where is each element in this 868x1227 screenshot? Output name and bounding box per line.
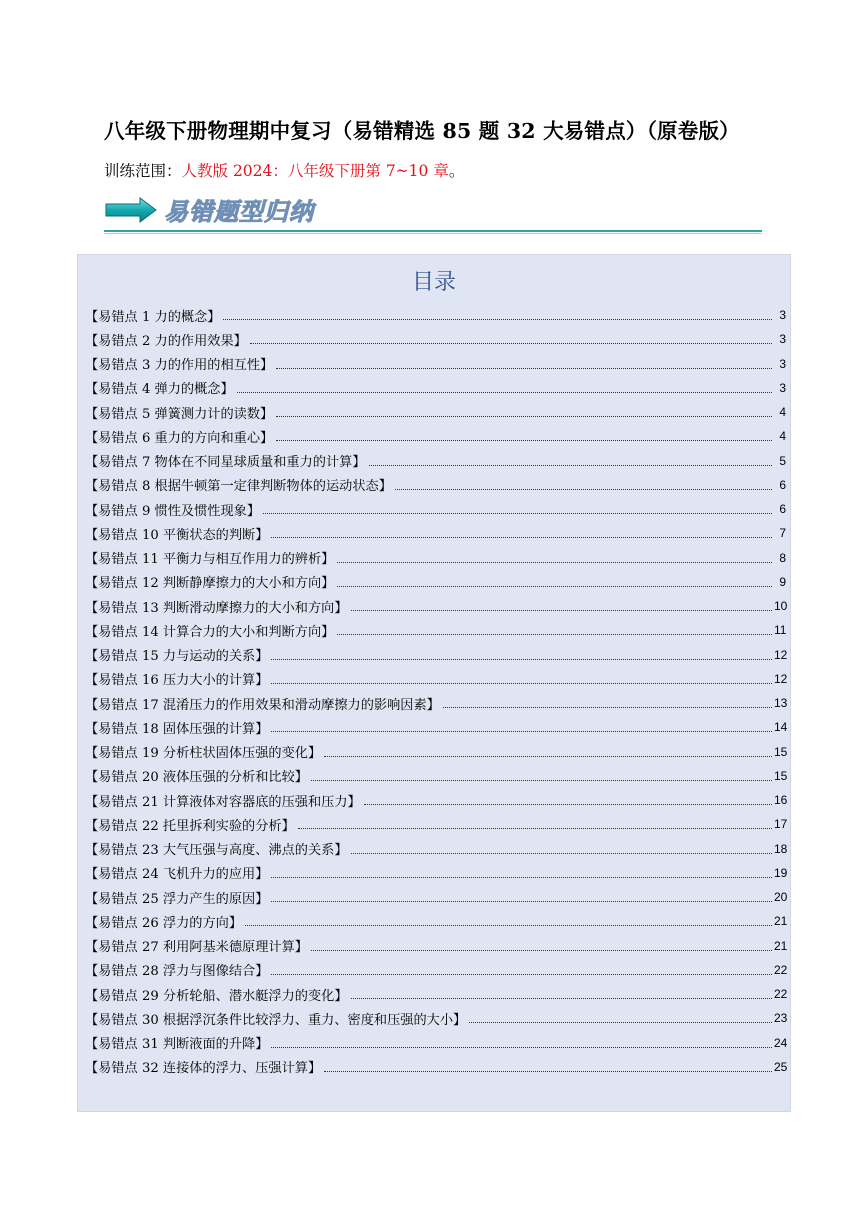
toc-leader-dots	[337, 585, 772, 587]
toc-entry-label: 【易错点 10 平衡状态的判断】	[85, 527, 269, 543]
toc-entry-label: 【易错点 14 计算合力的大小和判断方向】	[85, 624, 335, 640]
toc-title: 目录	[411, 270, 456, 295]
toc-entry-page: 14	[774, 720, 788, 735]
toc-leader-dots	[311, 949, 772, 951]
toc-leader-dots	[351, 609, 772, 611]
toc-entry-page: 6	[779, 477, 786, 492]
toc-entry[interactable]	[85, 934, 792, 958]
toc-leader-dots	[276, 367, 772, 369]
toc-entry-label: 【易错点 24 飞机升力的应用】	[85, 867, 269, 883]
toc-leader-dots	[250, 342, 772, 344]
toc-entry-page: 23	[774, 1011, 788, 1026]
toc-entry-label: 【易错点 9 惯性及惯性现象】	[85, 503, 261, 519]
toc-entry-page: 17	[774, 817, 788, 832]
banner-arrow-icon	[106, 198, 156, 222]
toc-entry-page: 15	[774, 744, 788, 759]
toc-entry[interactable]	[85, 909, 792, 933]
toc-entry-page: 19	[774, 865, 788, 880]
toc-entry[interactable]	[85, 691, 792, 715]
toc-entry-page: 4	[779, 405, 786, 420]
toc-entry[interactable]	[85, 570, 792, 594]
toc-entry[interactable]	[85, 715, 792, 739]
toc-entry-page: 15	[774, 768, 788, 783]
toc-leader-dots	[237, 391, 772, 393]
toc-entry[interactable]	[85, 1006, 792, 1030]
toc-entry-label: 【易错点 12 判断静摩擦力的大小和方向】	[85, 576, 335, 592]
toc-entry[interactable]	[85, 667, 792, 691]
toc-entry-label: 【易错点 8 根据牛顿第一定律判断物体的运动状态】	[85, 479, 392, 495]
toc-entry-label: 【易错点 32 连接体的浮力、压强计算】	[85, 1061, 322, 1077]
toc-entry-label: 【易错点 3 力的作用的相互性】	[85, 358, 274, 374]
section-banner	[104, 192, 764, 234]
toc-entry-page: 11	[774, 623, 787, 638]
toc-leader-dots	[271, 730, 772, 732]
toc-entry[interactable]	[85, 376, 792, 400]
toc-entry[interactable]	[85, 327, 792, 351]
toc-entry-page: 7	[779, 526, 786, 541]
toc-entry[interactable]	[85, 546, 792, 570]
toc-entry-page: 6	[779, 502, 786, 517]
toc-leader-dots	[395, 488, 772, 490]
toc-leader-dots	[351, 852, 772, 854]
toc-entry-page: 9	[779, 574, 786, 589]
toc-entry-label: 【易错点 17 混淆压力的作用效果和滑动摩擦力的影响因素】	[85, 697, 440, 713]
toc-entry-page: 3	[779, 380, 786, 395]
toc-entry[interactable]	[85, 788, 792, 812]
toc-entry-page: 12	[774, 647, 788, 662]
toc-entry-label: 【易错点 2 力的作用效果】	[85, 333, 247, 349]
toc-leader-dots	[324, 1070, 772, 1072]
toc-leader-dots	[443, 706, 772, 708]
toc-entry[interactable]	[85, 521, 792, 545]
toc-leader-dots	[245, 924, 772, 926]
toc-entry-page: 18	[774, 841, 788, 856]
toc-entry[interactable]	[85, 473, 792, 497]
toc-entry-page: 25	[774, 1059, 788, 1074]
toc-entry-label: 【易错点 7 物体在不同星球质量和重力的计算】	[85, 455, 366, 471]
toc-entry-label: 【易错点 18 固体压强的计算】	[85, 721, 269, 737]
toc-leader-dots	[351, 997, 772, 999]
toc-entry-label: 【易错点 25 浮力产生的原因】	[85, 891, 269, 907]
toc-entry-page: 21	[774, 938, 788, 953]
toc-entry[interactable]	[85, 764, 792, 788]
toc-entry-label: 【易错点 13 判断滑动摩擦力的大小和方向】	[85, 600, 348, 616]
toc-leader-dots	[469, 1021, 772, 1023]
toc-entry-page: 22	[774, 987, 788, 1002]
toc-entry[interactable]	[85, 812, 792, 836]
toc-leader-dots	[271, 973, 772, 975]
toc-leader-dots	[263, 512, 772, 514]
toc-entry-label: 【易错点 16 压力大小的计算】	[85, 673, 269, 689]
toc-entry-label: 【易错点 21 计算液体对容器底的压强和压力】	[85, 794, 361, 810]
toc-entry-page: 20	[774, 890, 788, 905]
toc-entry-label: 【易错点 22 托里拆利实验的分析】	[85, 818, 295, 834]
toc-entry[interactable]	[85, 837, 792, 861]
toc-entry[interactable]	[85, 982, 792, 1006]
toc-leader-dots	[223, 318, 772, 320]
toc-entry[interactable]	[85, 618, 792, 642]
toc-entry-label: 【易错点 19 分析柱状固体压强的变化】	[85, 746, 322, 762]
toc-list	[85, 303, 792, 1079]
toc-entry[interactable]	[85, 885, 792, 909]
toc-entry[interactable]	[85, 1055, 792, 1079]
toc-leader-dots	[276, 415, 772, 417]
toc-entry[interactable]	[85, 449, 792, 473]
toc-entry-page: 22	[774, 962, 788, 977]
toc-entry[interactable]	[85, 643, 792, 667]
toc-entry[interactable]	[85, 861, 792, 885]
toc-leader-dots	[337, 633, 772, 635]
toc-leader-dots	[271, 682, 772, 684]
toc-entry[interactable]	[85, 1031, 792, 1055]
toc-entry[interactable]	[85, 424, 792, 448]
toc-entry[interactable]	[85, 400, 792, 424]
scope-suffix: 。	[448, 162, 465, 180]
toc-entry[interactable]	[85, 594, 792, 618]
toc-entry-label: 【易错点 11 平衡力与相互作用力的辨析】	[85, 552, 335, 568]
toc-entry-label: 【易错点 15 力与运动的关系】	[85, 649, 269, 665]
toc-entry-page: 5	[779, 453, 786, 468]
page-title: 八年级下册物理期中复习（易错精选 85 题 32 大易错点）（原卷版）	[104, 119, 740, 143]
toc-entry-page: 4	[779, 429, 786, 444]
toc-entry-label: 【易错点 31 判断液面的升降】	[85, 1037, 269, 1053]
toc-leader-dots	[276, 439, 772, 441]
toc-entry-label: 【易错点 28 浮力与图像结合】	[85, 964, 269, 980]
toc-entry-page: 13	[774, 696, 788, 711]
toc-entry[interactable]	[85, 497, 792, 521]
training-scope	[104, 159, 464, 181]
toc-entry-page: 12	[774, 671, 788, 686]
toc-entry-label: 【易错点 30 根据浮沉条件比较浮力、重力、密度和压强的大小】	[85, 1012, 467, 1028]
toc-entry-label: 【易错点 4 弹力的概念】	[85, 382, 234, 398]
scope-value: 人教版 2024：八年级下册第 7~10 章	[181, 162, 449, 180]
toc-leader-dots	[271, 876, 772, 878]
scope-prefix: 训练范围：	[104, 162, 182, 180]
toc-leader-dots	[271, 1046, 772, 1048]
toc-entry-label: 【易错点 27 利用阿基米德原理计算】	[85, 940, 308, 956]
toc-entry[interactable]	[85, 352, 792, 376]
banner-underline-light	[104, 233, 762, 234]
toc-leader-dots	[311, 779, 772, 781]
toc-leader-dots	[364, 803, 772, 805]
toc-leader-dots	[298, 827, 772, 829]
table-of-contents	[77, 254, 791, 1112]
toc-leader-dots	[271, 900, 772, 902]
toc-entry-page: 21	[774, 914, 788, 929]
toc-leader-dots	[271, 536, 772, 538]
toc-entry-page: 24	[774, 1035, 788, 1050]
toc-entry-label: 【易错点 23 大气压强与高度、沸点的关系】	[85, 843, 348, 859]
toc-leader-dots	[369, 464, 772, 466]
toc-entry[interactable]	[85, 303, 792, 327]
toc-leader-dots	[337, 561, 772, 563]
toc-entry-page: 3	[779, 356, 786, 371]
banner-text: 易错题型归纳	[164, 198, 314, 226]
toc-entry-page: 3	[779, 332, 786, 347]
toc-entry-page: 10	[774, 599, 788, 614]
toc-entry[interactable]	[85, 740, 792, 764]
toc-entry[interactable]	[85, 958, 792, 982]
toc-entry-label: 【易错点 20 液体压强的分析和比较】	[85, 770, 308, 786]
toc-entry-label: 【易错点 6 重力的方向和重心】	[85, 430, 274, 446]
toc-leader-dots	[324, 755, 772, 757]
toc-entry-label: 【易错点 29 分析轮船、潜水艇浮力的变化】	[85, 988, 348, 1004]
toc-leader-dots	[271, 658, 772, 660]
banner-underline	[104, 230, 762, 232]
toc-entry-label: 【易错点 26 浮力的方向】	[85, 915, 243, 931]
toc-entry-label: 【易错点 1 力的概念】	[85, 309, 221, 325]
toc-entry-page: 8	[779, 550, 786, 565]
toc-entry-page: 16	[774, 793, 788, 808]
toc-entry-label: 【易错点 5 弹簧测力计的读数】	[85, 406, 274, 422]
toc-entry-page: 3	[779, 308, 786, 323]
